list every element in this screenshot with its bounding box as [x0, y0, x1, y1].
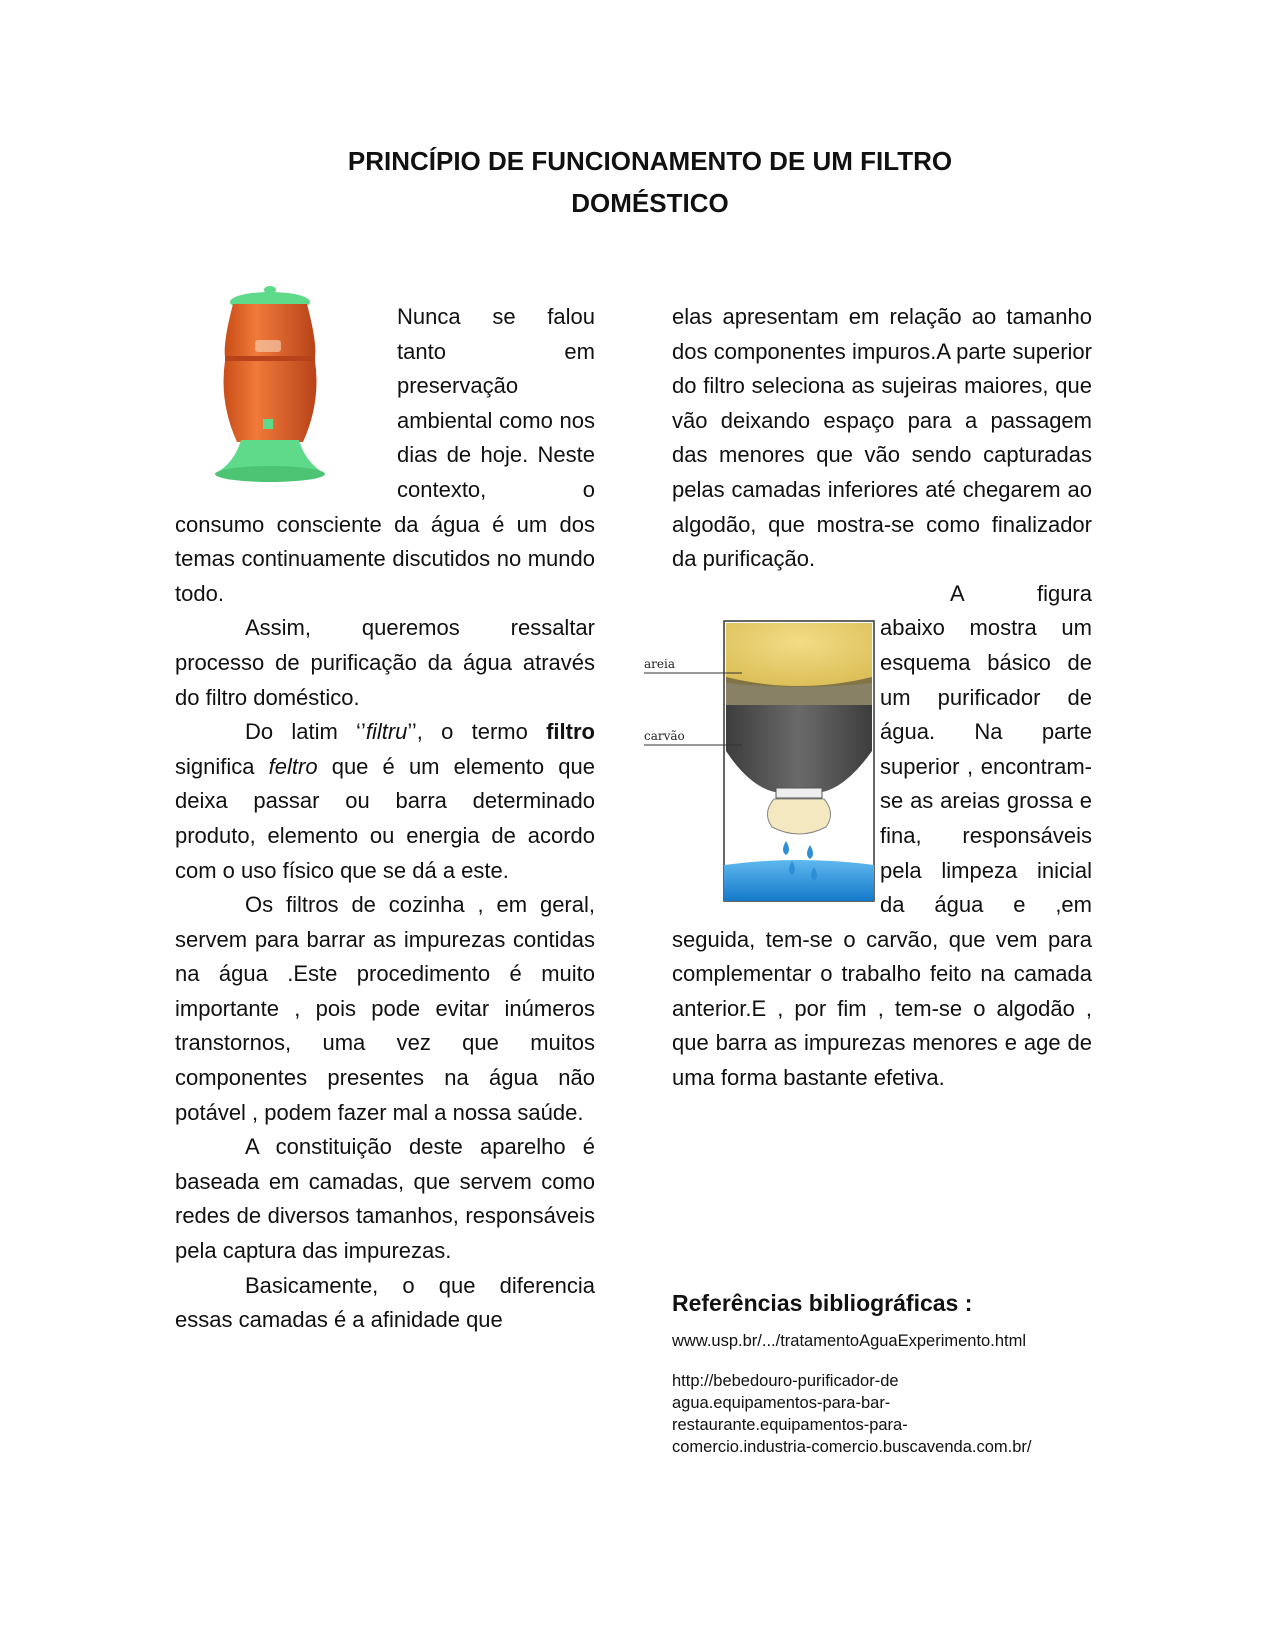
term-filtro: filtro	[546, 719, 595, 745]
reference-2-line: comercio.industria-comercio.buscavenda.com.br/	[672, 1438, 1032, 1456]
text: significa	[175, 753, 269, 779]
filter-diagram	[642, 613, 880, 909]
title-line-2: DOMÉSTICO	[571, 188, 729, 218]
reference-2-line: agua.equipamentos-para-bar-	[672, 1394, 891, 1412]
left-column	[175, 300, 595, 1338]
reference-1: www.usp.br/.../tratamentoAguaExperimento.html	[672, 1332, 1026, 1350]
reference-2-line: restaurante.equipamentos-para-	[672, 1416, 908, 1434]
page-title	[300, 140, 1000, 224]
label-areia: areia	[644, 656, 675, 671]
term-filtru: filtru	[365, 719, 408, 745]
references-title: Referências bibliográficas :	[672, 1290, 973, 1316]
paragraph-assim: Assim, queremos ressaltar processo de purificação da água através do filtro doméstico.	[175, 615, 595, 710]
title-line-1: PRINCÍPIO DE FUNCIONAMENTO DE UM FILTRO	[347, 146, 953, 176]
label-carvao: carvão	[644, 728, 685, 743]
clay-filter-image	[175, 282, 397, 487]
paragraph-filtros-cozinha: Os filtros de cozinha , em geral, servem para barrar as impurezas contidas na água .Este procedimento é muito importante , pois pode evitar inúmeros transtornos, uma vez que muitos componentes presentes na água não potável , podem fazer mal a nossa saúde.	[175, 892, 595, 1125]
paragraph-constituicao: A constituição deste aparelho é baseada em camadas, que servem como redes de diversos tamanhos, responsáveis pela captura das impurezas.	[175, 1134, 595, 1264]
text: que é um elemento que deixa passar ou barra determinado produto, elemento ou energia de acordo com o uso físico que se dá a este.	[175, 753, 596, 883]
text: ’’, o termo	[407, 719, 547, 745]
reference-2-line: http://bebedouro-purificador-de	[672, 1372, 899, 1390]
reference-2	[672, 1370, 1031, 1458]
term-feltro: feltro	[268, 753, 318, 779]
paragraph-latim	[175, 715, 595, 888]
paragraph-elas: elas apresentam em relação ao tamanho dos componentes impuros.A parte superior do filtro seleciona as sujeiras maiores, que vão deixando espaço para a passagem das menores que vão sendo capturadas pelas camadas inferiores até chegarem ao algodão, que mostra-se como finalizador da purificação.	[672, 304, 1092, 572]
paragraph-figura: A figura abaixo mostra um esquema básico de um purificador de água. Na parte superior , encontram-se as areias grossa e fina, responsáveis pela limpeza inicial da água e ,em seguida, tem-se o carvão, que vem para complementar o trabalho feito na camada anterior.E , por fim , tem-se o algodão , que barra as impurezas menores e age de uma forma bastante efetiva.	[672, 580, 1092, 1091]
paragraph-basicamente: Basicamente, o que diferencia essas camadas é a afinidade que	[175, 1272, 595, 1333]
text: Do latim ‘’	[245, 719, 366, 745]
right-column	[644, 300, 1092, 1096]
paragraph-intro: Nunca se falou tanto em preservação ambiental como nos dias de hoje. Neste contexto, o consumo consciente da água é um dos temas continuamente discutidos no mundo todo.	[175, 304, 595, 606]
